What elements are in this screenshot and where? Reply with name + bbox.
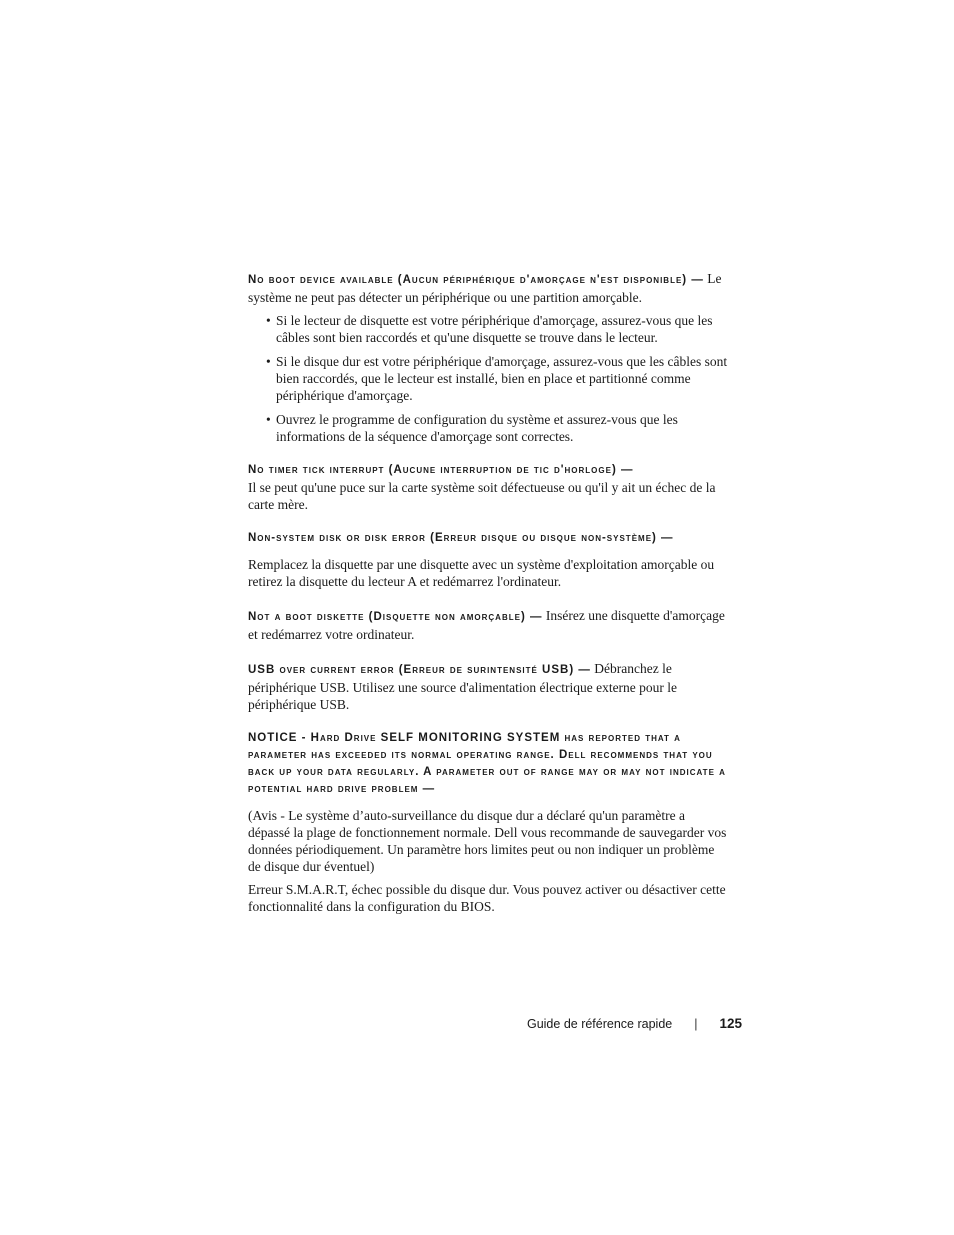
page-footer xyxy=(0,1016,742,1031)
list-item-text: Ouvrez le programme de configuration du système et assurez-vous que les informations de la séquence d'amorçage sont correctes. xyxy=(276,412,678,444)
error-entry-non-system-disk xyxy=(248,530,728,590)
entry-heading: USB over current error (Erreur de surintensité USB) — xyxy=(248,664,591,676)
entry-heading: Not a boot diskette (Disquette non amorçable) — xyxy=(248,611,543,623)
entry-heading: Non-system disk or disk error (Erreur disque ou disque non-système) — xyxy=(248,532,674,544)
entry-description: Le système ne peut pas détecter un périphérique ou une partition amorçable. xyxy=(248,271,722,305)
list-item xyxy=(266,312,728,346)
entry-heading: NOTICE - Hard Drive SELF MONITORING SYSTEM has reported that a parameter has exceeded its normal operating range. Dell recommends that you back up your data regularly. A parameter out of range may or may not indicate a potential hard drive problem — xyxy=(248,732,726,795)
page-number: 125 xyxy=(719,1016,742,1031)
error-entry-smart-notice xyxy=(248,730,728,915)
entry-heading: No boot device available (Aucun périphérique d'amorçage n'est disponible) — xyxy=(248,274,704,286)
list-item xyxy=(266,411,728,445)
error-entry-no-boot-device xyxy=(248,270,728,445)
entry-paragraph: Erreur S.M.A.R.T, échec possible du disque dur. Vous pouvez activer ou désactiver cette fonctionnalité dans la configuration du BIOS. xyxy=(248,882,726,914)
footer-separator: | xyxy=(694,1017,698,1031)
list-item-text: Si le lecteur de disquette est votre périphérique d'amorçage, assurez-vous que les câbles sont bien raccordés et qu'une disquette se trouve dans le lecteur. xyxy=(276,313,713,345)
entry-description: Insérez une disquette d'amorçage et redémarrez votre ordinateur. xyxy=(248,608,725,642)
error-entry-usb-over-current xyxy=(248,660,728,713)
entry-description: Il se peut qu'une puce sur la carte système soit défectueuse ou qu'il y ait un échec de la carte mère. xyxy=(248,480,716,512)
page-content xyxy=(248,270,728,932)
entry-text xyxy=(248,270,728,306)
entry-paragraph: (Avis - Le système d’auto-surveillance du disque dur a déclaré qu'un paramètre a dépassé la plage de fonctionnement normale. Dell vous recommande de sauvegarder vos données périodiquement. Un paramètre hors limites peut ou non indiquer un problème de disque dur éventuel) xyxy=(248,808,727,874)
bullet-list xyxy=(248,312,728,445)
bullet-icon: • xyxy=(266,313,271,328)
entry-text xyxy=(248,660,728,713)
bullet-icon: • xyxy=(266,354,271,369)
footer-title: Guide de référence rapide xyxy=(526,1017,673,1031)
entry-text xyxy=(248,607,728,643)
list-item-text: Si le disque dur est votre périphérique d'amorçage, assurez-vous que les câbles sont bien raccordés, que le lecteur est installé, bien en place et partitionné comme périphérique d'amorçage. xyxy=(276,354,728,403)
list-item xyxy=(266,353,728,404)
entry-heading: No timer tick interrupt (Aucune interruption de tic d'horloge) — xyxy=(248,464,634,476)
error-entry-not-boot-diskette xyxy=(248,607,728,643)
error-entry-no-timer-tick xyxy=(248,462,728,513)
entry-description: Débranchez le périphérique USB. Utilisez une source d'alimentation électrique externe pour le périphérique USB. xyxy=(248,661,678,712)
bullet-icon: • xyxy=(266,412,271,427)
entry-description: Remplacez la disquette par une disquette avec un système d'exploitation amorçable ou retirez la disquette du lecteur A et redémarrez l'ordinateur. xyxy=(248,557,715,589)
